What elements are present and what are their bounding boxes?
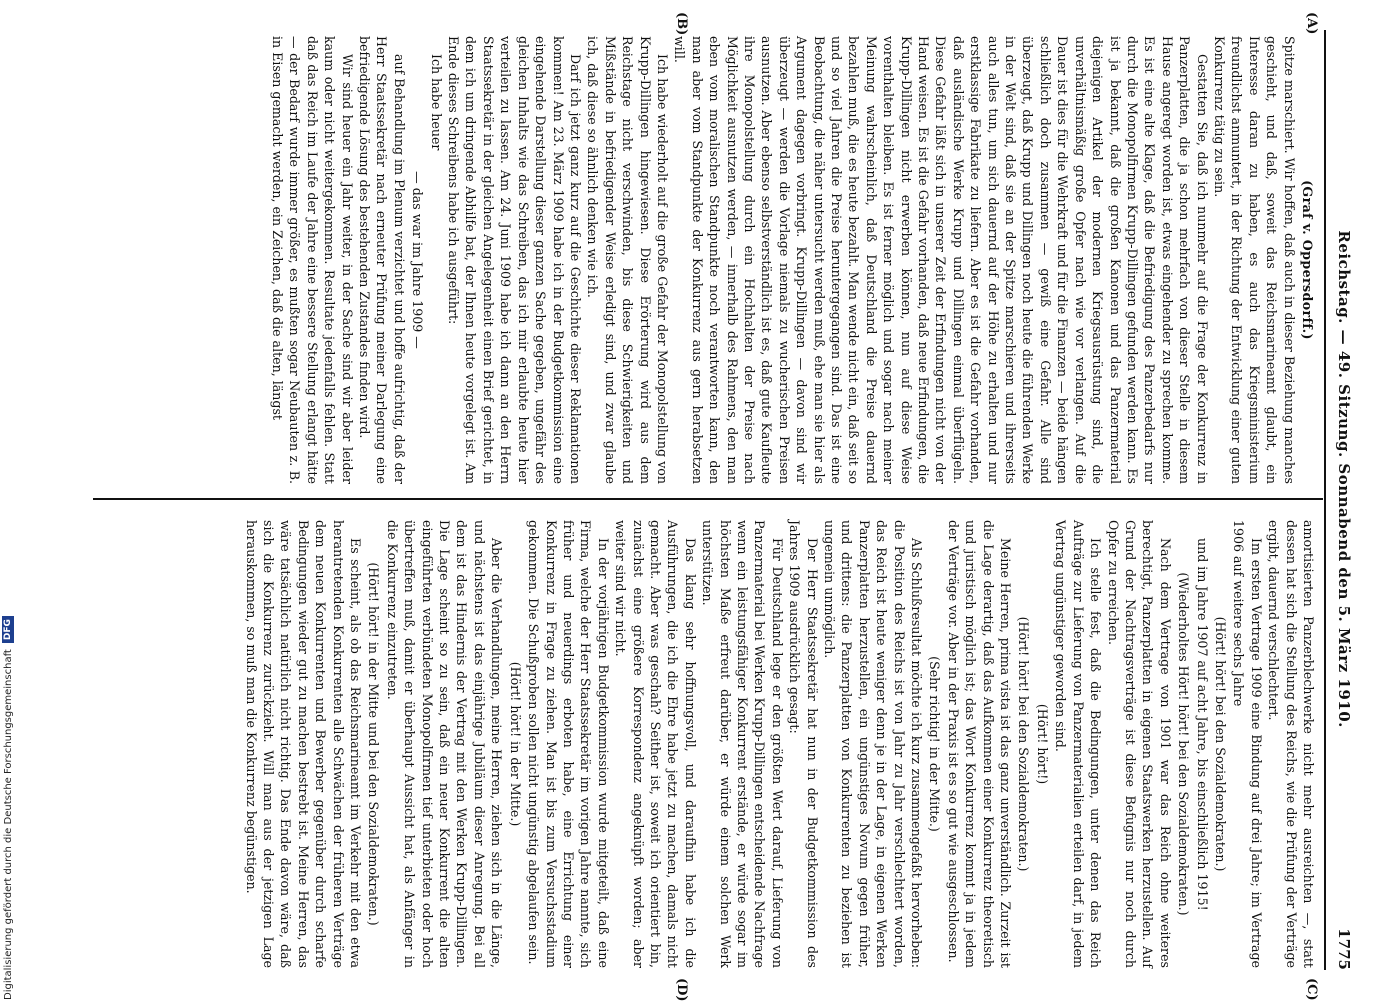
paragraph: Gestatten Sie, daß ich nunmehr auf die Frage der Konkurrenz in Panzerplatten, die ja schon mehrfach von dieser Stelle in diesem Hause angeregt worden ist, etwas eingehender zu sprechen komme. Es ist eine alte Klage, daß die Befriedigung des Panzerbedarfs nur durch die Monopolfirmen Krupp-Dillingen gefunden werden kann. Es ist ja bekannt, daß die großen Kanonen und das Panzermaterial diejenigen Artikel der modernen Kriegsausrüstung sind, die unverhältnismäßig große Opfer nach wie vor verlangen. Auf die Dauer ist dies für die Wehrkraft und für die Finanzen — beide hängen schließlich doch zusammen — gewiß eine Gefahr. Alle sind überzeugt, daß Krupp und Dillingen noch heute die führenden Werke in der Welt sind, daß sie an der Spitze marschieren und ihrerseits auch alles tun, um sich dauernd auf der Höhe zu erhalten und nur erstklassige Fabrikate zu liefern. Aber es ist die Gefahr vorhanden, daß ausländische Werke Krupp und Dillingen einmal überflügeln. Diese Gefahr läßt sich in unserer Zeit der Erfindungen nicht von der Hand weisen. Es ist die Gefahr vorhanden, daß neue Erfindungen, die Krupp-Dillingen nicht erwerben können, nun auf diese Weise vorenthalten bleiben. Es ist ferner möglich und sogar nach meiner Meinung wahrscheinlich, daß Deutschland die Preise dauernd bezahlen muß, die es heute bezahlt. Man wende nicht ein, daß seit so und so viel Jahren die Preise heruntergegangen sind. Das ist eine Beobachtung, die näher untersucht werden muß, ehe man sie hier als Argument dagegen vorbringt. Krupp-Dillingen — davon sind wir überzeugt — werden die Vorlage niemals zu wucherischen Preisen ausnutzen. Aber ebenso selbstverständlich ist es, daß gute Kaufleute ihre Monopolstellung durch ein Hochhalten der Preise nach Möglichkeit ausnutzen werden, — innerhalb des Rahmens, den man eben vom moralischen Standpunkte noch verantworten kann, den man aber vom Standpunkte der Konkurrenz aus gern herabsetzen will. bbox=[672, 36, 1210, 484]
interjection: (Hört! hört! in der Mitte und bei den Sozialdemokraten.) bbox=[366, 562, 382, 926]
quote-line: Ich habe heuer bbox=[428, 54, 444, 151]
quote-line: — das war im Jahre 1909 — bbox=[410, 171, 426, 349]
paragraph: In der vorjährigen Budgetkommission wurde mitgeteilt, daß eine Firma, welche der Herr Staatssekretär im vorigen Jahre nannte, sich früher und neuerdings erboten habe, eine Errichtung einer Konkurrenz in Frage zu ziehen. Man ist bis zum Versuchsstadium gekommen. Die Schußproben sollen nicht ungünstig abgelaufen sein. bbox=[526, 520, 611, 968]
paragraph: und im Jahre 1907 auf acht Jahre, bis einschließlich 1915! bbox=[1194, 538, 1210, 911]
paragraph: Meine Herren, prima vista ist das ganz unverständlich. Zurzeit ist die Lage derartig, daß das Aufkommen einer Konkurrenz theoretisch und juristisch möglich ist; das Wort Konkurrenz kommt ja in jedem der Verträge vor. Aber in der Praxis ist es so gut wie ausgeschlossen. bbox=[945, 520, 1014, 968]
paragraph: Spitze marschiert. Wir hoffen, daß auch in dieser Beziehung manches geschieht, und daß, soweit das Reichsmarineamt glaubt, ein Interesse daran zu haben, es auch das Kriegsministerium freundlichst anmuntert, in der Richtung der Entwicklung einer guten Konkurrenz tätig zu sein. bbox=[1211, 36, 1297, 484]
quote-line: auf Behandlung im Plenum verzichtet und hoffe aufrichtig, daß der Herr Staatssekretär nach erneuter Prüfung meiner Darlegung eine befriedigende Lösung des bestehenden Zustandes finden wird. bbox=[357, 36, 407, 484]
margin-marker-c: (C) bbox=[1304, 978, 1319, 1001]
speaker-name: (Graf v. Oppersdorff.) bbox=[1300, 180, 1315, 340]
page-header bbox=[1333, 30, 1355, 970]
paragraph: Als Schlußresultat möchte ich kurz zusammengefaßt hervorheben: die Position des Reichs ist von Jahr zu Jahr verschlechtert worden, das Reich ist heute weniger denn je in der Lage, in eigenen Werken Panzerplatten herzustellen, ein ungünstiges Novum gegen früher, und drittens: die Panzerplatten von Konkurrenten zu beziehen ist ungemein unmöglich. bbox=[822, 520, 925, 968]
interjection: (Hört! hört!) bbox=[1034, 703, 1050, 785]
header-title: Reichstag. — 49. Sitzung. Sonnabend den 5. März 1910. bbox=[1335, 230, 1353, 728]
interjection: (Hört! hört! in der Mitte.) bbox=[507, 661, 523, 827]
left-column bbox=[269, 36, 1317, 484]
paragraph: Ich stelle fest, daß die Bedingungen, unter denen das Reich Aufträge zur Lieferung von Panzermaterialien erteilen darf, in jedem Vertrag ungünstiger geworden sind. bbox=[1053, 520, 1104, 968]
margin-marker-b: (B) bbox=[674, 12, 689, 36]
margin-marker-d: (D) bbox=[674, 978, 689, 1002]
header-rule bbox=[1324, 30, 1326, 970]
page-number: 1775 bbox=[1335, 928, 1353, 970]
credit-text: Digitalisierung gefördert durch die Deutsche Forschungsgemeinschaft bbox=[2, 649, 14, 1000]
paragraph: Das klang sehr hoffnungsvoll, und daraufhin habe ich die Ausführungen, die ich die Ehre habe jetzt zu machen, damals nicht gemacht. Aber was geschah? Seither ist, soweit ich orientiert bin, zunächst eine größere Korrespondenz angeknüpft worden; aber weiter sind wir nicht. bbox=[613, 520, 698, 968]
paragraph: Der Herr Staatssekretär hat nun in der Budgetkommission des Jahres 1909 ausdrücklich gesagt: bbox=[787, 520, 820, 968]
paragraph: amortisierten Panzerblechwerke nicht mehr ausreichten —, statt dessen hat sich die Stellung des Reichs, wie die Prüfung der Verträge ergibt, dauernd verschlechtert. bbox=[1266, 520, 1316, 968]
paragraph: Wir sind heuer ein Jahr weiter, in der Sache sind wir aber leider kaum oder nicht weitergekommen. Resultate jedenfalls fehlen. Statt daß das Reich im Laufe der Jahre eine bessere Stellung erlangt hätte — der Bedarf wurde immer größer, es mußten sogar Neubauten z. B. in Eisen gemacht werden, ein Zeichen, daß die alten, längst bbox=[270, 36, 355, 484]
paragraph: Aber die Verhandlungen, meine Herren, ziehen sich in die Länge, und nächstens ist das einjährige Jubiläum dieser Anregung. Bei all dem ist das Hindernis der Vertrag mit den Werken Krupp-Dillingen. Die Lage scheint so zu sein, daß ein neuer Konkurrent die alten eingeführten verbündeten Monopolfirmen tief unterbieten oder hoch übertreffen muß, damit er überhaupt Aussicht hat, als Anfänger in die Konkurrenz einzutreten. bbox=[384, 520, 505, 968]
paragraph: Darf ich jetzt ganz kurz auf die Geschichte dieser Reklamationen kommen! Am 23. März 1909 habe ich in der Budgetkommission eine eingehende Darstellung dieser ganzen Sache gegeben, ungefähr des gleichen Inhalts wie das Schreiben, das ich mir erlaubte heute hier verteilen zu lassen. Am 24. Juni 1909 habe ich dann an den Herrn Staatssekretär in der gleichen Angelegenheit einen Brief gerichtet, in dem ich um dringende Abhilfe bat, der Ihnen heute vorgelegt ist. Am Ende dieses Schreibens habe ich ausgeführt: bbox=[446, 36, 583, 484]
paragraph: Es scheint, als ob das Reichsmarineamt im Verkehr mit den etwa herantretenden Konkurrenten alle Schwächen der früheren Verträge dem neuen Konkurrenten und Bewerber gegenüber durch scharfe Bedingungen wieder gut zu machen bestrebt ist. Meine Herren, das wäre tatsächlich natürlich nicht richtig. Das Ende davon wäre, daß sich die Konkurrenz zurückzieht. Will man aus der jetzigen Lage herauskommen, so muß man die Konkurrenz begünstigen. bbox=[243, 520, 364, 968]
interjection: (Sehr richtig! in der Mitte.) bbox=[927, 656, 943, 832]
digitization-credit bbox=[1, 0, 15, 1000]
right-column bbox=[242, 520, 1317, 968]
paragraph: Ich habe wiederholt auf die große Gefahr der Monopolstellung von Krupp-Dillingen hingewiesen. Diese Erörterung wird aus dem Reichstage nicht verschwinden, bis diese Schwierigkeiten und Mißstände in befriedigender Weise erledigt sind, und zwar glaube ich, daß diese so ähnlich denken wie ich. bbox=[585, 36, 670, 484]
interjection: (Hört! hört! bei den Sozialdemokraten.) bbox=[1016, 616, 1032, 872]
quote: Für Deutschland lege er den größten Wert darauf, Lieferung von Panzermaterial bei Werken Krupp-Dillingen entscheidende Nachfrage wenn ein leistungsfähiger Konkurrent erstände, er würde sogar im höchsten Maße erfreut darüber, er würde einem solchen Werk unterstützen. bbox=[700, 520, 785, 968]
paragraph: Nach dem Vertrage von 1901 war das Reich ohne weiteres berechtigt, Panzerplatten in eigenen Staatswerken herzustellen. Auf Grund der Nachtragsverträge ist diese Befugnis nur noch durch Opfer zu erreichen. bbox=[1105, 520, 1173, 968]
interjection: (Wiederholtes Hört! hört! bei den Sozialdemokraten.) bbox=[1176, 572, 1192, 916]
dfg-logo: DFG bbox=[2, 616, 14, 643]
interjection: (Hört! hört! bei den Sozialdemokraten.) bbox=[1212, 616, 1228, 872]
column-divider bbox=[93, 498, 1323, 500]
paragraph: Im ersten Vertrage 1909 eine Bindung auf drei Jahre; im Vertrage 1906 auf weitere sechs Jahre bbox=[1231, 520, 1264, 968]
margin-marker-a: (A) bbox=[1304, 12, 1319, 35]
